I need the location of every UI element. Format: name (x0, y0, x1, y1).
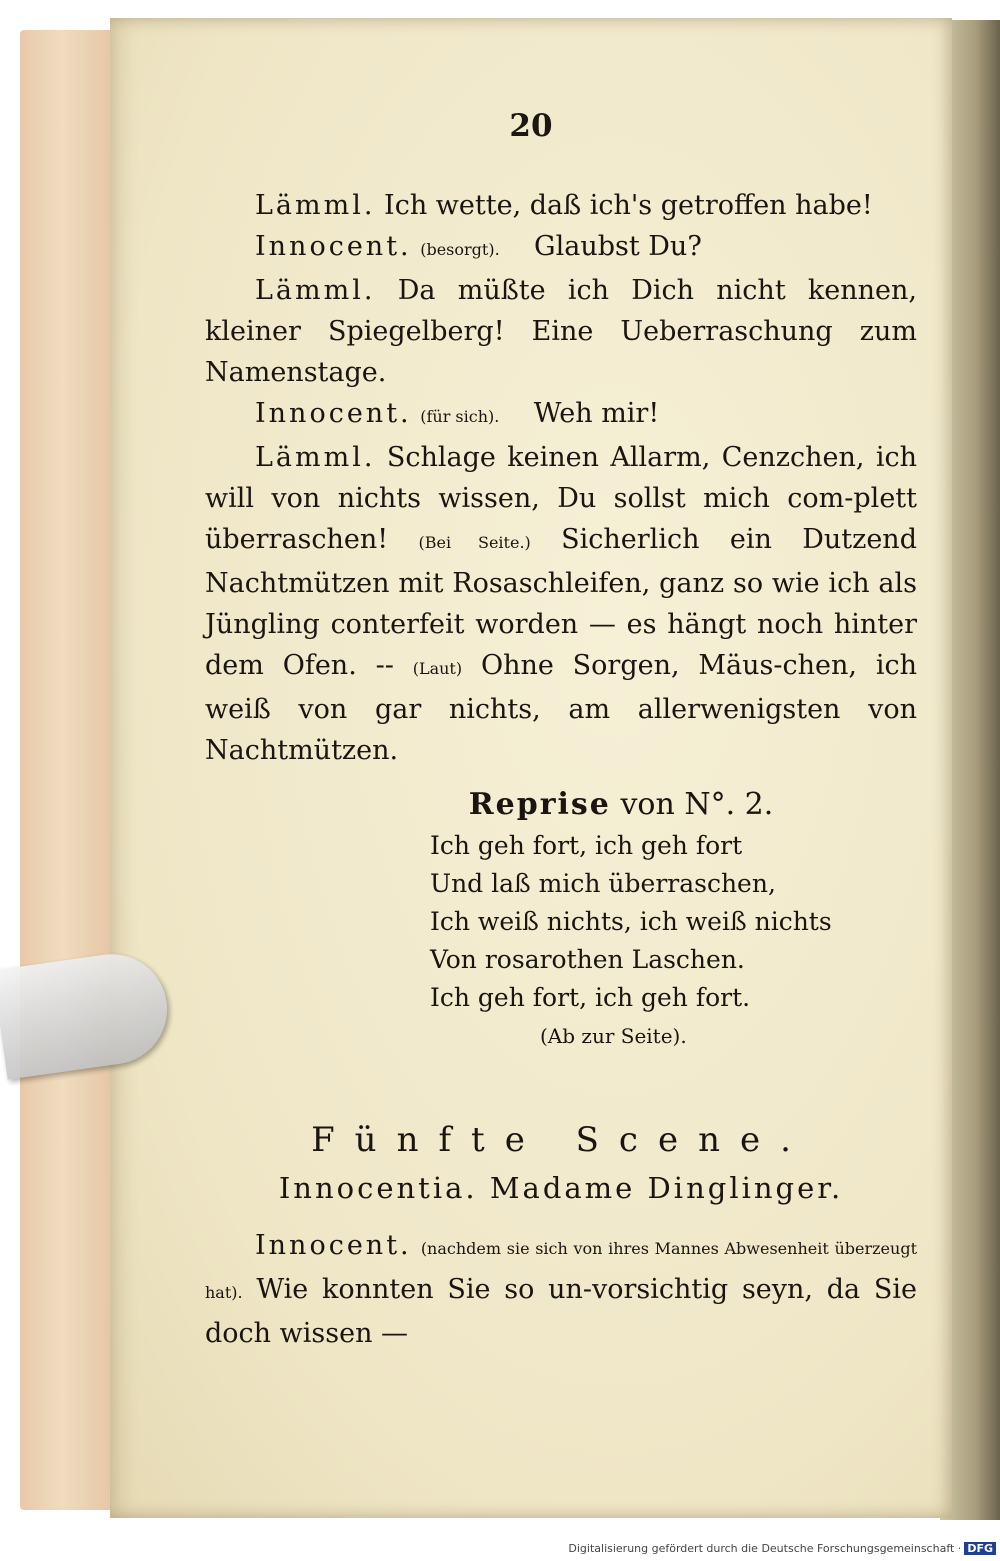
verse-line: Und laß mich überraschen, (430, 869, 776, 898)
speech-2 (205, 226, 917, 270)
speech-text: Sicherlich ein Dutzend Nachtmützen mit Rosaschleifen, ganz so wie ich als Jüngling conterfeit worden — es hängt noch hinter dem Ofen. -- (205, 524, 917, 681)
stage-direction: (besorgt). (420, 240, 500, 259)
speaker: Lämml. (255, 442, 376, 473)
speaker: Innocent. (255, 398, 412, 429)
speaker: Innocent. (255, 1230, 412, 1261)
stage-direction: (Laut) (412, 659, 463, 678)
reprise-rest: von N°. 2. (620, 787, 774, 822)
stage-direction: (für sich). (420, 407, 500, 426)
verse-block (430, 827, 917, 1017)
speaker: Innocent. (255, 231, 412, 262)
speech-text: Da müßte ich Dich nicht kennen, kleiner Spiegelberg! Eine Ueberraschung zum Namenstage. (205, 275, 917, 388)
speech-4 (205, 393, 917, 437)
scene-title: Fünfte Scene. (311, 1120, 811, 1160)
footer-text: Digitalisierung gefördert durch die Deutsche Forschungsgemeinschaft · (568, 1542, 962, 1555)
speech-6 (205, 1225, 917, 1354)
speech-text: Glaubst Du? (534, 231, 702, 262)
speaker: Lämml. (255, 190, 376, 221)
speech-5 (205, 437, 917, 771)
verse-line: Ich geh fort, ich geh fort (430, 831, 743, 860)
verse-line: Ich geh fort, ich geh fort. (430, 983, 751, 1012)
speaker: Lämml. (255, 275, 376, 306)
stage-direction: (nachdem sie sich von ihres Mannes Abwesenheit überzeugt hat). (205, 1239, 917, 1302)
speech-3 (205, 270, 917, 393)
footer-credit (568, 1542, 996, 1555)
scene-persons: Innocentia. Madame Dinglinger. (278, 1171, 844, 1205)
speech-text: Wie konnten Sie so un-vorsichtig seyn, da Sie doch wissen — (205, 1274, 917, 1349)
dfg-logo: DFG (964, 1542, 996, 1555)
page-text (205, 185, 917, 1354)
speech-1 (205, 185, 917, 226)
reprise-word: Reprise (468, 787, 611, 822)
reprise-heading (325, 783, 917, 827)
verse-line: Ich weiß nichts, ich weiß nichts (430, 907, 832, 936)
speech-text: Ohne Sorgen, Mäus-chen, ich weiß von gar nichts, am allerwenigsten von Nachtmützen. (205, 650, 917, 766)
speech-text: Weh mir! (533, 398, 660, 429)
speech-text: Ich wette, daß ich's getroffen habe! (384, 190, 873, 221)
stage-direction: (Bei Seite.) (418, 533, 531, 552)
page-number: 20 (509, 108, 553, 144)
verse-line: Von rosarothen Laschen. (430, 945, 745, 974)
verse-stage-direction: (Ab zur Seite). (540, 1024, 687, 1048)
speech-text: Schlage keinen Allarm, Cenzchen, ich will von nichts wissen, Du sollst mich com-plett überraschen! (205, 442, 917, 555)
